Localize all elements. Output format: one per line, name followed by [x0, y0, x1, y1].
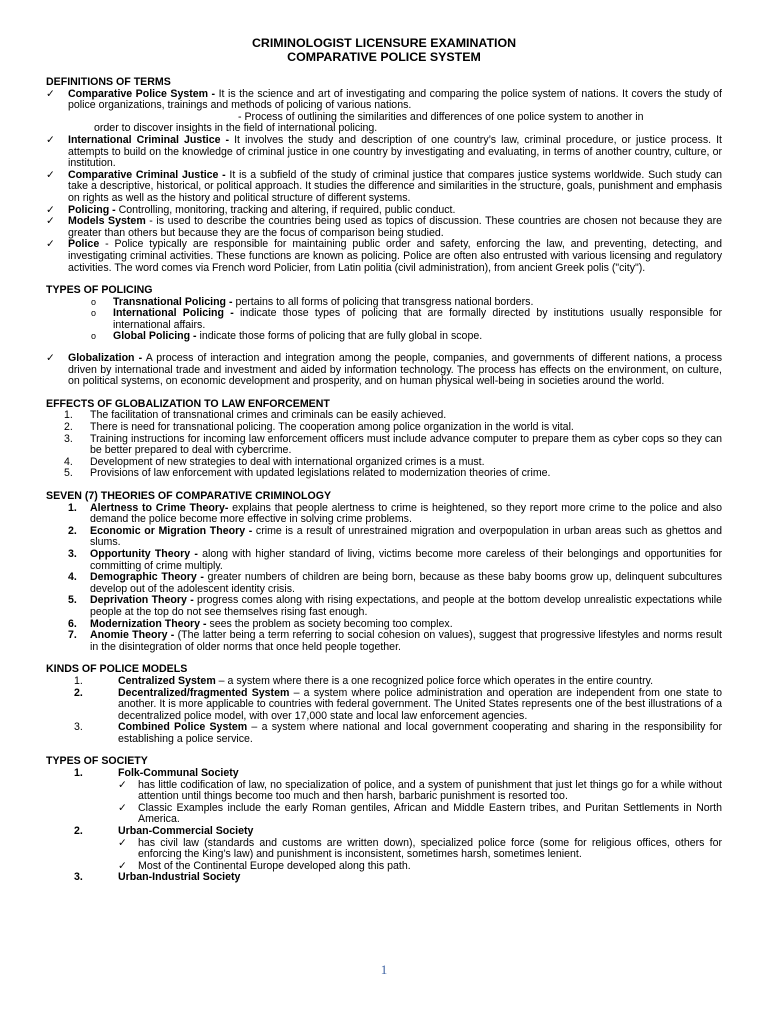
definition-continuation: order to discover insights in the field of international policing. [94, 122, 378, 135]
theory-item: 6. Modernization Theory - sees the problem as society becoming too complex. [68, 617, 453, 630]
section-heading-types-of-policing: TYPES OF POLICING [46, 284, 153, 297]
definition-term: Models System [68, 215, 146, 228]
section-heading-types-of-society: TYPES OF SOCIETY [46, 755, 148, 768]
theory-item: 5. Deprivation Theory - progress comes along with rising expectations, and people at the bottom develop unrealistic expectations while people at the top do not see themselves rising fast enough. [68, 594, 722, 618]
police-model-item: 3. Combined Police System – a system where national and local government cooperating and sharing in the responsibility for establishing a police service. [74, 721, 722, 745]
check-icon: ✓ [46, 215, 55, 228]
theory-item: 1. Alertness to Crime Theory- explains that people alertness to crime is heightened, so they report more crime to the police and also demand the police become more effective in solving crime problems. [68, 501, 722, 526]
exam-title: CRIMINOLOGIST LICENSURE EXAMINATION [251, 36, 517, 50]
society-type-title: 1. Folk-Communal Society [74, 767, 239, 780]
policing-type-item: o Global Policing - indicate those forms of policing that are fully global in scope. [91, 330, 483, 343]
definition-term: Police [68, 238, 100, 251]
definition-term: Comparative Criminal Justice - [68, 168, 226, 181]
definition-text: - is used to describe the countries being used as topics of discussion. These countries are chosen not because they are greater than others but because they are the focus of comparison being studied. [68, 215, 722, 239]
check-icon: ✓ [118, 859, 127, 872]
definition-item [46, 135, 722, 170]
definition-item [46, 239, 722, 274]
subject-title: COMPARATIVE POLICE SYSTEM [287, 49, 481, 64]
theory-item: 4. Demographic Theory - greater numbers of children are being born, because as these baby booms grow up, delinquent subcultures develop out of the adolescent identity crisis. [68, 571, 722, 595]
definition-text: It involves the study and description of one country’s law, criminal procedure, or justice process. It attempts to build on the knowledge of criminal justice in one country by investigating and evaluating, in terms of another country, culture, or institution. [68, 133, 722, 170]
effect-item: 3. Training instructions for incoming law enforcement officers must include advance computer to prepare them as cyber cops so they can be better prepared to deal with cybercrime. [64, 432, 722, 457]
society-type-title: 2. Urban-Commercial Society [74, 825, 254, 838]
society-point: ✓ Classic Examples include the early Roman gentiles, African and Middle Eastern tribes, and Puritan Settlements in North America. [118, 801, 722, 826]
definition-term: International Criminal Justice - [68, 133, 230, 146]
society-point: ✓ has civil law (standards and customs are written down), specialized police force (some for religious offices, others for enforcing the King’s law) and punishment is inconsistent, sometimes harsh, sometimes lenient. [118, 836, 722, 861]
circle-bullet-icon: o [91, 308, 97, 319]
definition-term: Comparative Police System - [68, 87, 216, 100]
check-icon: ✓ [118, 836, 127, 849]
definition-item [46, 89, 722, 112]
check-icon: ✓ [118, 801, 127, 814]
society-point: ✓ has little codification of law, no specialization of police, and a system of punishment that just let things go for a while without attention until things become too much and then harsh, barbaric punishment is resorted too. [118, 778, 722, 803]
definition-item [46, 170, 722, 205]
police-model-item: 1. Centralized System – a system where there is a one recognized police force which operates in the entire country. [74, 674, 654, 687]
check-icon: ✓ [46, 87, 55, 100]
definition-item [46, 216, 722, 239]
society-point: ✓ Most of the Continental Europe developed along this path. [118, 859, 411, 872]
globalization-definition: ✓ Globalization - A process of interaction and integration among the people, companies, and governments of different nations, a process driven by international trade and investment and aided by information technology. The process has effects on the environment, on culture, on political systems, on economic development and prosperity, and on human physical well-being in societies around the world. [46, 352, 722, 388]
circle-bullet-icon: o [91, 296, 97, 307]
definition-text: - Police typically are responsible for maintaining public order and safety, enforcing the law, and preventing, detecting, and investigating criminal activities. These functions are known as policing. Police are often also entrusted with various licensing and regulatory activities. The word comes via French word Policier, from Latin politia (civil administration), from ancient Greek polis ("city"). [68, 238, 722, 274]
definition-text: It is a subfield of the study of criminal justice that compares justice systems worldwide. Such study can take a descriptive, historical, or political approach. It studies the difference and similarities in the structure, goals, punishment and emphasis on rights as well as the history and political structure of different systems. [68, 168, 722, 204]
effect-item: 5. Provisions of law enforcement with updated legislations related to modernization theories of crime. [64, 467, 551, 480]
check-icon: ✓ [46, 238, 55, 251]
document-header [46, 0, 722, 64]
page-number: 1 [380, 962, 388, 977]
definition-continuation: - Process of outlining the similarities and differences of one police system to another in [238, 110, 644, 123]
section-heading-theories: SEVEN (7) THEORIES OF COMPARATIVE CRIMINOLOGY [46, 490, 332, 502]
effect-item: 1. The facilitation of transnational crimes and criminals can be easily achieved. [64, 409, 447, 422]
effect-item: 4. Development of new strategies to deal with international organized crimes is a must. [64, 455, 485, 468]
check-icon: ✓ [46, 203, 55, 216]
section-heading-definitions: DEFINITIONS OF TERMS [46, 76, 171, 88]
definition-term: Policing - [68, 203, 116, 216]
circle-bullet-icon: o [91, 331, 97, 342]
check-icon: ✓ [46, 168, 55, 181]
definition-text: Controlling, monitoring, tracking and altering, if required, public conduct. [115, 203, 456, 216]
section-heading-effects: EFFECTS OF GLOBALIZATION TO LAW ENFORCEMENT [46, 397, 330, 410]
definition-text: It is the science and art of investigating and comparing the police system of nations. It covers the study of police organizations, trainings and methods of policing of various nations. [68, 87, 722, 112]
society-type-title: 3. Urban-Industrial Society [74, 871, 241, 884]
section-heading-police-models: KINDS OF POLICE MODELS [46, 663, 188, 676]
check-icon: ✓ [46, 133, 55, 146]
police-model-item: 2. Decentralized/fragmented System – a system where police administration and operation are independent from one state to another. It is more applicable to countries with federal government. The United States represents one of the best illustrations of a decentralized police model, with over 17,000 state and local law enforcement agencies. [74, 686, 723, 722]
theory-item: 2. Economic or Migration Theory - crime is a result of unrestrained migration and overpopulation in urban areas such as ghettos and slums. [68, 524, 722, 549]
theory-item: 3. Opportunity Theory - along with higher standard of living, victims become more careless of their belongings and opportunities for committing of crime multiply. [68, 547, 722, 572]
check-icon: ✓ [46, 352, 55, 365]
policing-type-item: o Transnational Policing - pertains to all forms of policing that transgress national borders. [91, 295, 534, 308]
effect-item: 2. There is need for transnational policing. The cooperation among police organization in the world is vital. [64, 421, 574, 434]
theory-item: 7. Anomie Theory - (The latter being a term referring to social cohesion on values), suggest that progressive lifestyles and norms result in the disintegration of older norms that once held people together. [68, 629, 722, 653]
check-icon: ✓ [118, 778, 127, 791]
policing-type-item: o International Policing - indicate those types of policing that are formally directed by institutions usually responsible for international affairs. [91, 307, 722, 331]
